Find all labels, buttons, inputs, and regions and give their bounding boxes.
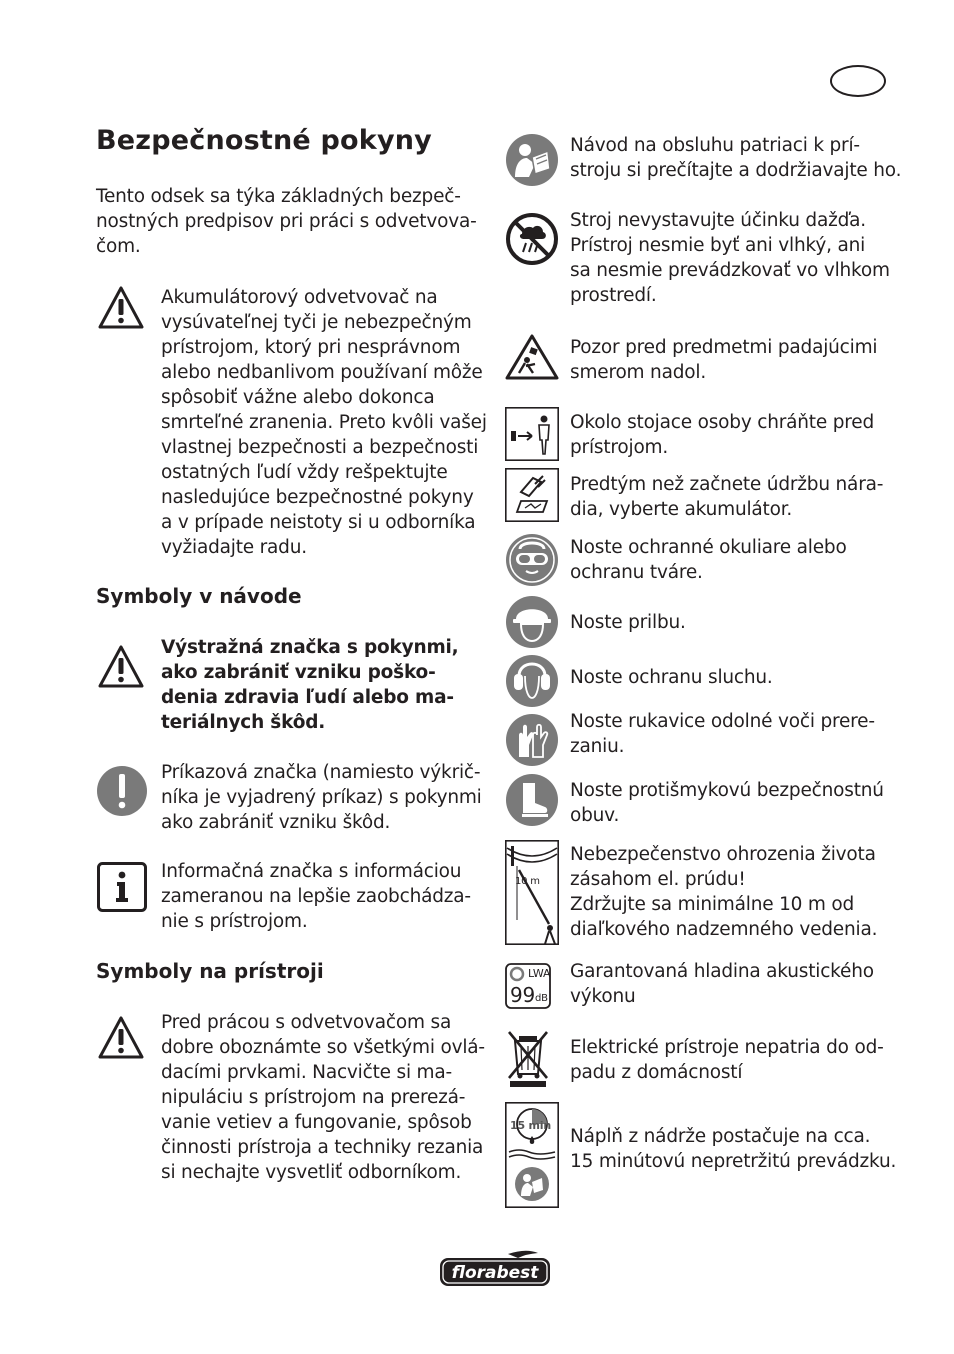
command-exclamation-icon <box>96 765 148 817</box>
right-symbol-text: Nebezpečenstvo ohrozenia života zásahom el. prúdu! Zdržujte sa minimálne 10 m od diaľkového nadzemného vedenia. <box>570 844 878 940</box>
device-warning-text: Pred prácou s odvetvovačom sa dobre oboznámte so všetkými ovlá- dacími prvkami. Nacvičte si ma- nipuláciu s prístrojom na prerezá- vanie vetiev a fungovanie, spôsob činnosti prístroja a techniky rezania si nechajte vysvetliť odborníkom. <box>161 1012 485 1183</box>
right-symbol-text: Noste prilbu. <box>570 612 686 633</box>
noise-lwa-label: LWA <box>528 967 551 980</box>
florabest-logo <box>438 1250 552 1288</box>
noise-unit-label: dB <box>535 993 548 1004</box>
manual-symbol-text: Informačná značka s informáciou zameranou na lepšie zaobchádza- nie s prístrojom. <box>161 861 471 932</box>
noise-value-label: 99 <box>510 983 536 1007</box>
right-symbol-text: Noste ochranu sluchu. <box>570 667 773 688</box>
right-symbol-text: Návod na obsluhu patriaci k prí- stroju si prečítajte a dodržiavajte ho. <box>570 135 902 181</box>
right-symbol-text: Stroj nevystavujte účinku dažďa. Prístroj nesmie byť ani vlhký, ani sa nesmie prevádzkovať vo vlhkom prostredí. <box>570 210 890 306</box>
manual-symbol-text: Výstražná značka s pokynmi, ako zabrániť vzniku poško- denia zdravia ľudí alebo ma- teriálnych škôd. <box>161 637 459 733</box>
right-symbol-text: Garantovaná hladina akustického výkonu <box>570 961 874 1007</box>
runtime-label: 15 min <box>510 1119 552 1132</box>
ear-protection-icon <box>505 654 559 708</box>
read-manual-icon <box>505 133 559 187</box>
helmet-icon <box>505 595 559 649</box>
page-title: Bezpečnostné pokyny <box>96 125 432 156</box>
right-symbol-text: Noste protišmykovú bezpečnostnú obuv. <box>570 780 884 826</box>
right-symbol-text: Pozor pred predmetmi padajúcimi smerom nadol. <box>570 337 878 383</box>
runtime-icon <box>505 1102 559 1208</box>
warning-triangle-icon <box>97 285 145 331</box>
info-icon <box>97 862 147 912</box>
falling-objects-icon <box>505 333 559 381</box>
language-badge <box>830 65 886 97</box>
no-rain-icon <box>505 212 559 266</box>
warning-triangle-icon <box>97 644 145 690</box>
power-line-distance-label: 10 m <box>515 876 540 887</box>
weee-bin-icon <box>507 1030 549 1088</box>
section-heading-device: Symboly na prístroji <box>96 959 324 983</box>
section-heading-manual: Symboly v návode <box>96 584 302 608</box>
warning-main-text: Akumulátorový odvetvovač na vysúvateľnej tyči je nebezpečným prístrojom, ktorý pri nesprávnom alebo nedbanlivom používaní môže spôsobiť vážne alebo dokonca smrteľné zranenia. Preto kvôli vašej vlastnej bezpečnosti a bezpečnosti ostatných ľudí vždy rešpektujte nasledujúce bezpečnostné pokyny a v prípade neistoty si u odborníka vyžiadajte radu. <box>161 287 487 558</box>
right-symbol-text: Noste rukavice odolné voči prere- zaniu. <box>570 711 875 757</box>
right-symbol-text: Predtým než začnete údržbu nára- dia, vyberte akumulátor. <box>570 474 884 520</box>
right-symbol-text: Elektrické prístroje nepatria do od- padu z domácností <box>570 1037 884 1083</box>
manual-symbol-text: Príkazová značka (namiesto výkrič- níka je vyjadrený príkaz) s pokynmi ako zabrániť vzniku škôd. <box>161 762 482 833</box>
boots-icon <box>505 773 559 827</box>
right-symbol-text: Okolo stojace osoby chráňte pred prístrojom. <box>570 412 874 458</box>
remove-battery-icon <box>505 468 559 522</box>
right-symbol-text: Noste ochranné okuliare alebo ochranu tváre. <box>570 537 847 583</box>
bystanders-distance-icon <box>505 407 559 461</box>
warning-triangle-icon <box>97 1015 145 1061</box>
logo-text: florabest <box>451 1263 539 1283</box>
gloves-icon <box>505 713 559 767</box>
right-symbol-text: Náplň z nádrže postačuje na cca. 15 minútovú nepretržitú prevádzku. <box>570 1126 897 1172</box>
intro-text: Tento odsek sa týka základných bezpeč- nostných predpisov pri práci s odvetvova- čom. <box>96 186 477 257</box>
goggles-icon <box>505 533 559 587</box>
power-line-icon <box>505 840 559 945</box>
